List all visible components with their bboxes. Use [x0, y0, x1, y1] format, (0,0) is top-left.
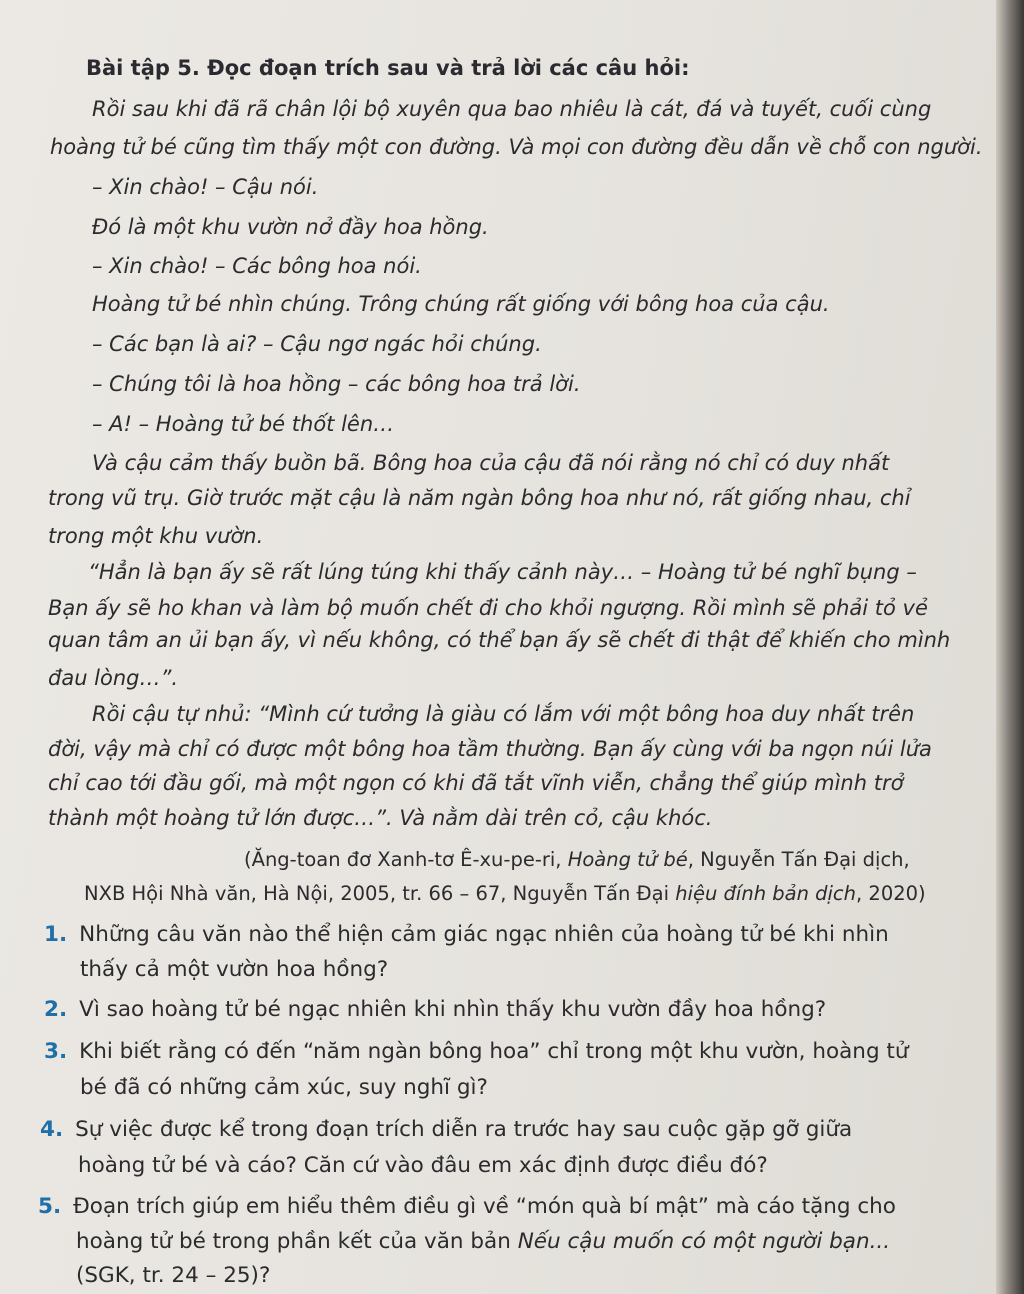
passage-line: Rồi sau khi đã rã chân lội bộ xuyên qua bao nhiêu là cát, đá và tuyết, cuối cùng — [92, 97, 932, 121]
passage-line: Và cậu cảm thấy buồn bã. Bông hoa của cậu đã nói rằng nó chỉ có duy nhất — [92, 451, 890, 475]
passage-line: chỉ cao tới đầu gối, mà một ngọn có khi đã tắt vĩnh viễn, chẳng thể giúp mình trở — [48, 771, 904, 795]
question-2: 2. Vì sao hoàng tử bé ngạc nhiên khi nhìn thấy khu vườn đầy hoa hồng? — [44, 997, 827, 1022]
question-number: 4. — [40, 1117, 64, 1142]
question-number: 2. — [44, 997, 68, 1022]
question-3-cont: bé đã có những cảm xúc, suy nghĩ gì? — [80, 1075, 488, 1100]
passage-line: – Xin chào! – Cậu nói. — [92, 175, 319, 199]
passage-line: trong một khu vườn. — [48, 524, 264, 548]
question-4-cont: hoàng tử bé và cáo? Căn cứ vào đâu em xác định được điều đó? — [78, 1153, 768, 1178]
passage-line: trong vũ trụ. Giờ trước mặt cậu là năm ngàn bông hoa như nó, rất giống nhau, chỉ — [48, 486, 911, 510]
passage-line: Bạn ấy sẽ ho khan và làm bộ muốn chết đi cho khỏi ngượng. Rồi mình sẽ phải tỏ vẻ — [48, 596, 928, 620]
question-5-cont-2: (SGK, tr. 24 – 25)? — [76, 1263, 271, 1288]
question-5-cont: hoàng tử bé trong phần kết của văn bản Nếu cậu muốn có một người bạn... — [76, 1229, 891, 1254]
passage-line: đời, vậy mà chỉ có được một bông hoa tầm thường. Bạn ấy cùng với ba ngọn núi lửa — [48, 737, 932, 761]
passage-line: “Hẳn là bạn ấy sẽ rất lúng túng khi thấy cảnh này… – Hoàng tử bé nghĩ bụng – — [88, 560, 917, 584]
passage-line: đau lòng…”. — [48, 666, 179, 690]
exercise-title: Bài tập 5. Đọc đoạn trích sau và trả lời các câu hỏi: — [86, 56, 690, 80]
question-5: 5. Đoạn trích giúp em hiểu thêm điều gì về “món quà bí mật” mà cáo tặng cho — [38, 1194, 896, 1219]
passage-line: Đó là một khu vườn nở đầy hoa hồng. — [92, 215, 489, 239]
question-1-cont: thấy cả một vườn hoa hồng? — [80, 957, 389, 982]
passage-line: thành một hoàng tử lớn được…”. Và nằm dài trên cỏ, cậu khóc. — [48, 806, 713, 830]
question-3: 3. Khi biết rằng có đến “năm ngàn bông hoa” chỉ trong một khu vườn, hoàng tử — [44, 1039, 909, 1064]
passage-line: – Chúng tôi là hoa hồng – các bông hoa trả lời. — [92, 372, 581, 396]
question-1: 1. Những câu văn nào thể hiện cảm giác ngạc nhiên của hoàng tử bé khi nhìn — [44, 922, 889, 947]
passage-line: Hoàng tử bé nhìn chúng. Trông chúng rất giống với bông hoa của cậu. — [92, 292, 830, 316]
page-edge-shadow — [996, 0, 1024, 1294]
passage-line: hoàng tử bé cũng tìm thấy một con đường. Và mọi con đường đều dẫn về chỗ con người. — [50, 135, 983, 159]
question-number: 1. — [44, 922, 68, 947]
passage-line: – Các bạn là ai? – Cậu ngơ ngác hỏi chúng. — [92, 332, 542, 356]
question-4: 4. Sự việc được kể trong đoạn trích diễn ra trước hay sau cuộc gặp gỡ giữa — [40, 1117, 853, 1142]
citation-line-2: NXB Hội Nhà văn, Hà Nội, 2005, tr. 66 – 67, Nguyễn Tấn Đại hiệu đính bản dịch, 2020) — [84, 882, 926, 905]
question-number: 3. — [44, 1039, 68, 1064]
question-number: 5. — [38, 1194, 62, 1219]
passage-line: Rồi cậu tự nhủ: “Mình cứ tưởng là giàu có lắm với một bông hoa duy nhất trên — [92, 702, 915, 726]
passage-line: quan tâm an ủi bạn ấy, vì nếu không, có thể bạn ấy sẽ chết đi thật để khiến cho mình — [48, 628, 951, 652]
passage-line: – A! – Hoàng tử bé thốt lên… — [92, 412, 395, 436]
citation-line-1: (Ăng-toan đơ Xanh-tơ Ê-xu-pe-ri, Hoàng tử bé, Nguyễn Tấn Đại dịch, — [244, 848, 910, 871]
passage-line: – Xin chào! – Các bông hoa nói. — [92, 254, 422, 278]
